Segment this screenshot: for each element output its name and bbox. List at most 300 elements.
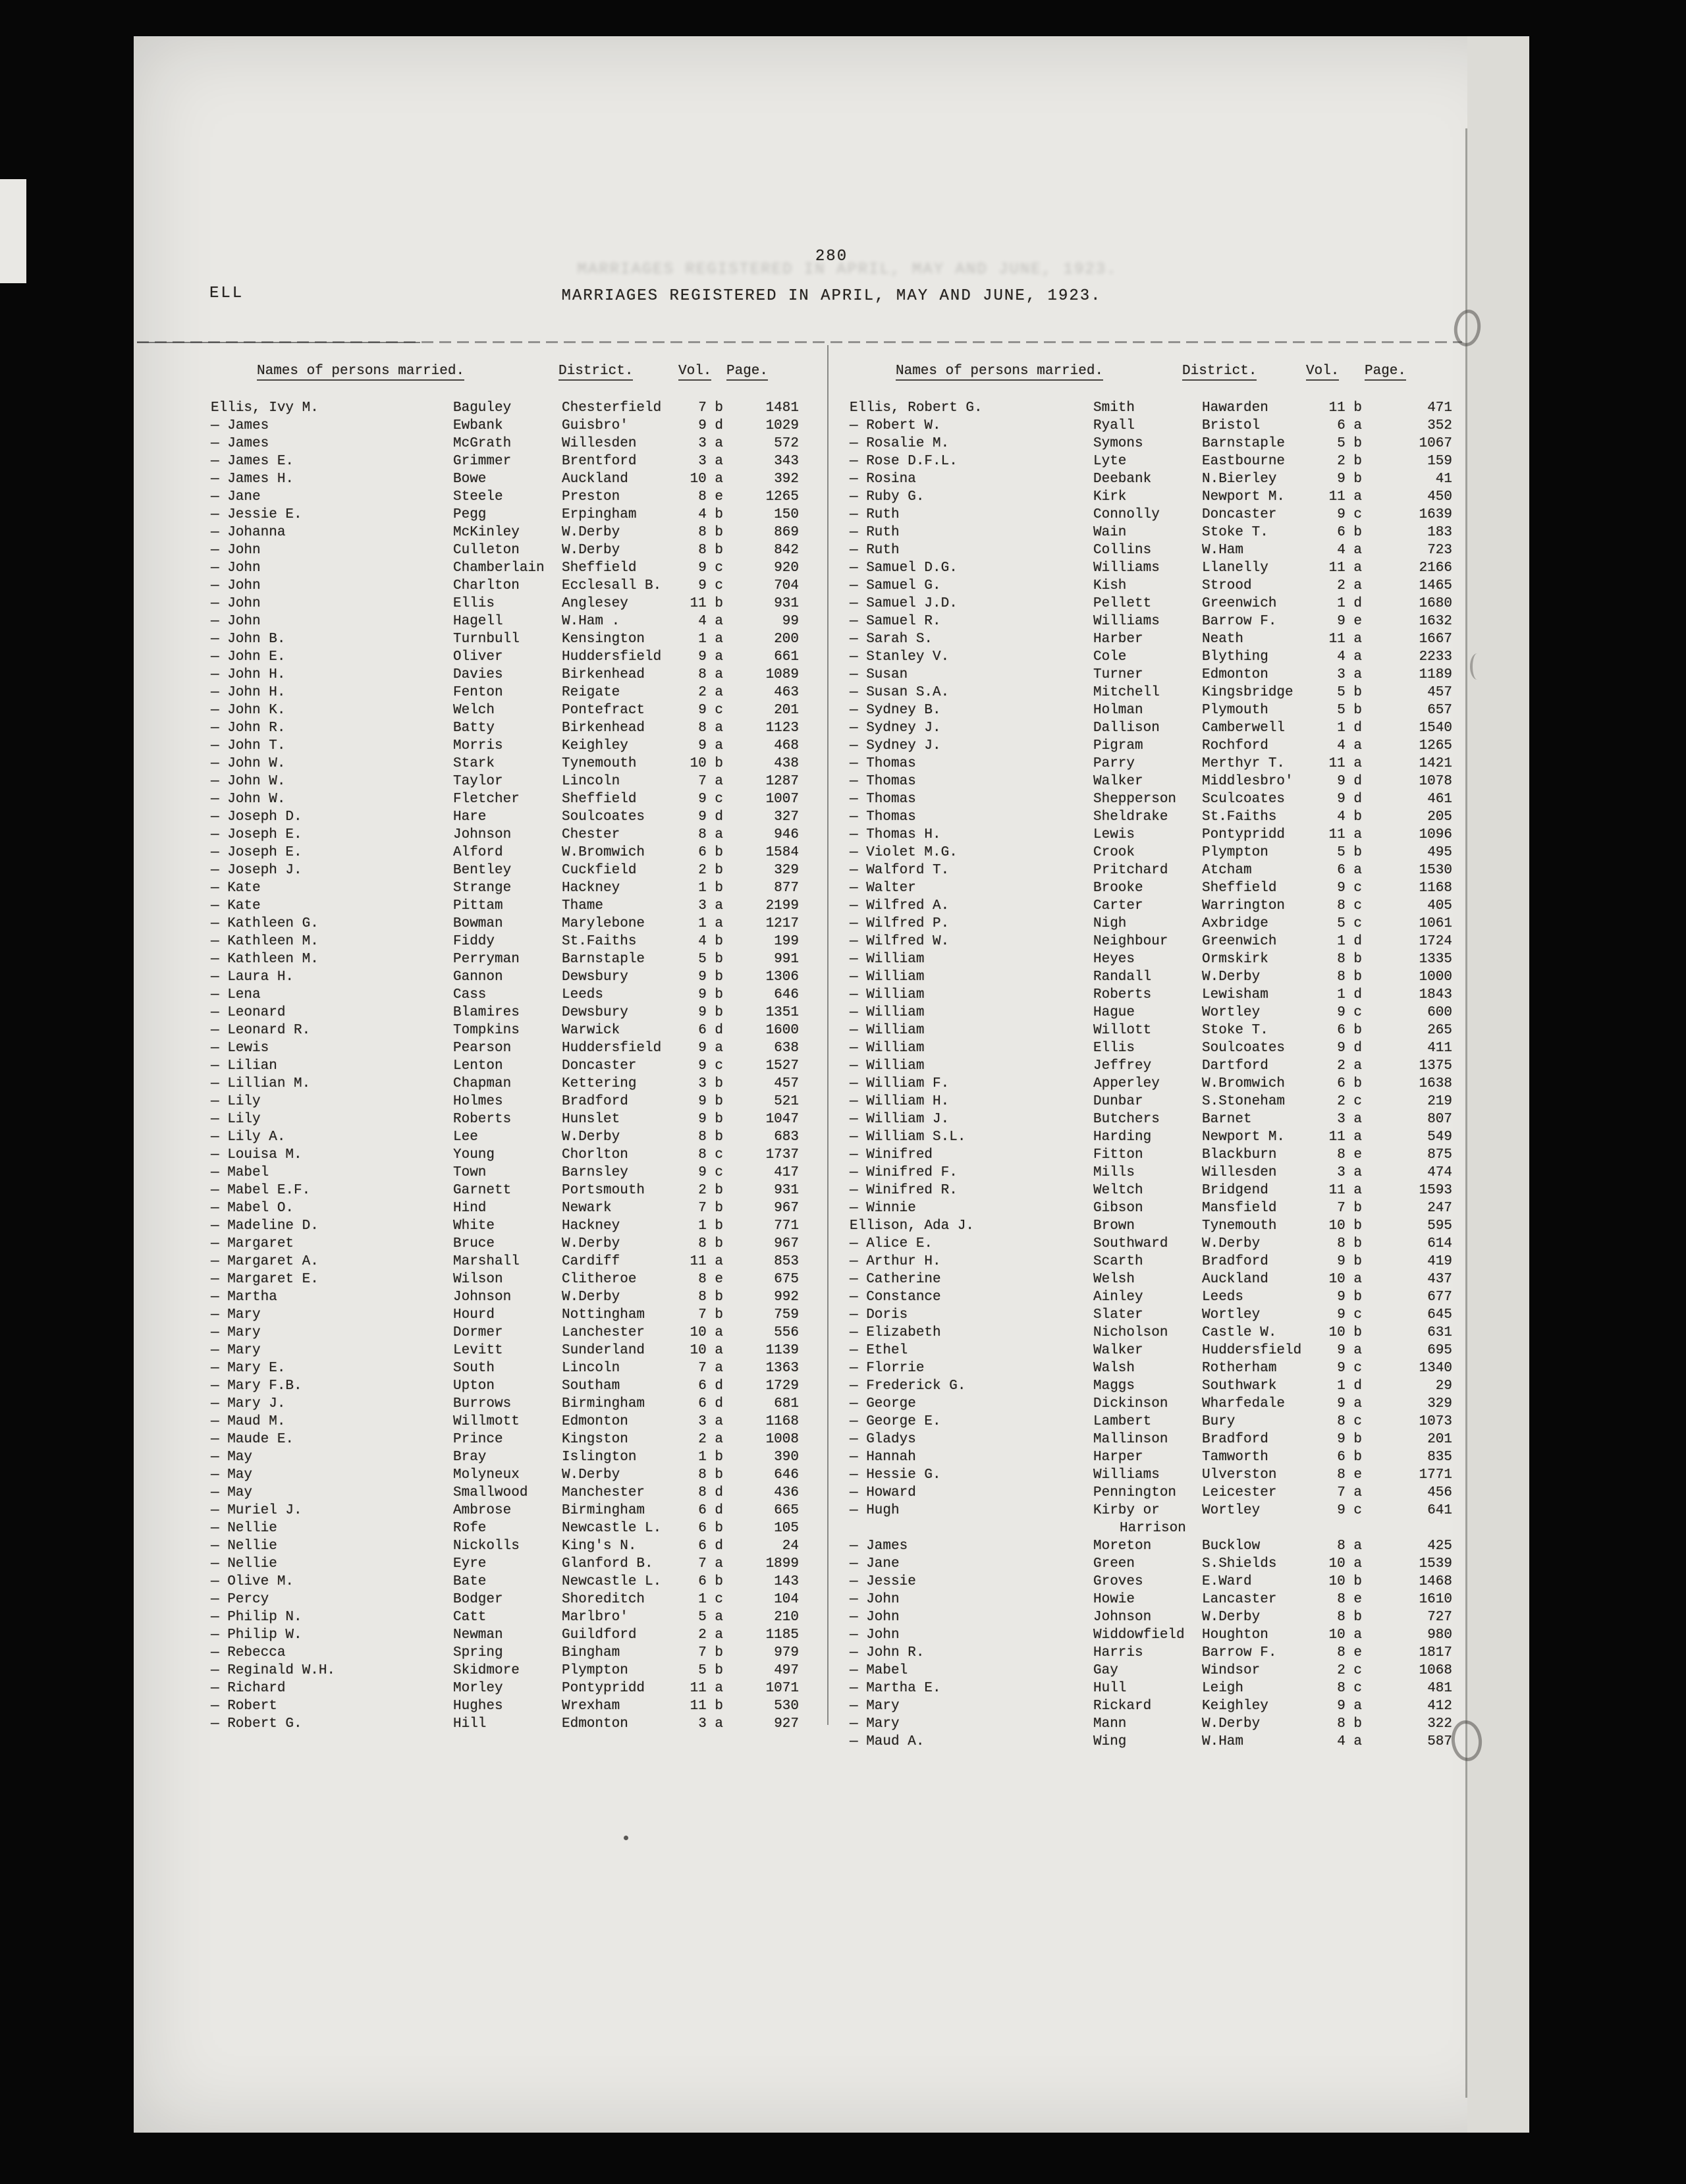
vol-cell: 1 c	[698, 1592, 723, 1607]
vol-cell: 2 a	[1337, 578, 1362, 593]
surname-cell: Molyneux	[453, 1467, 520, 1483]
district-cell: Tynemouth	[1202, 1218, 1277, 1234]
page-cell: 1096	[1419, 827, 1452, 842]
page-cell: 657	[1427, 703, 1452, 718]
vol-cell: 5 a	[698, 1610, 723, 1625]
page-cell: 530	[774, 1699, 799, 1714]
vol-cell: 8 b	[698, 1236, 723, 1251]
name-cell: — Philip N.	[211, 1610, 302, 1625]
surname-cell: Brooke	[1093, 881, 1143, 896]
district-cell: Doncaster	[1202, 507, 1277, 522]
vol-cell: 3 b	[698, 1076, 723, 1091]
surname-cell: Welch	[453, 703, 495, 718]
table-row	[850, 1626, 1452, 1644]
page-cell: 1067	[1419, 436, 1452, 451]
surname-cell: Tompkins	[453, 1023, 520, 1038]
table-row	[211, 541, 799, 559]
vol-cell: 4 a	[1337, 1734, 1362, 1749]
page-cell: 456	[1427, 1485, 1452, 1500]
name-cell: — Margaret	[211, 1236, 294, 1251]
surname-cell: Gannon	[453, 969, 503, 985]
page-cell: 595	[1427, 1218, 1452, 1234]
surname-cell: Skidmore	[453, 1663, 520, 1678]
name-cell: — Madeline D.	[211, 1218, 319, 1234]
table-row	[211, 915, 799, 933]
page-cell: 946	[774, 827, 799, 842]
surname-cell: Mann	[1093, 1716, 1127, 1732]
page-cell: 392	[774, 472, 799, 487]
vol-cell: 4 a	[1337, 738, 1362, 753]
district-cell: Bradford	[1202, 1254, 1268, 1269]
name-cell: — Joseph D.	[211, 809, 302, 825]
surname-cell: White	[453, 1218, 495, 1234]
table-row	[211, 452, 799, 470]
page-cell: 920	[774, 560, 799, 576]
table-row	[850, 1306, 1452, 1324]
vol-cell: 9 b	[1337, 1432, 1362, 1447]
name-cell: — Thomas H.	[850, 827, 941, 842]
surname-cell: Catt	[453, 1610, 487, 1625]
vol-cell: 8 a	[1337, 1539, 1362, 1554]
name-cell: — James E.	[211, 454, 294, 469]
district-cell: Rochford	[1202, 738, 1268, 753]
surname-cell: Spring	[453, 1645, 503, 1660]
table-row	[211, 861, 799, 879]
page-cell: 495	[1427, 845, 1452, 860]
surname-cell: Pigram	[1093, 738, 1143, 753]
surname-cell: Pritchard	[1093, 863, 1168, 878]
page-cell: 322	[1427, 1716, 1452, 1732]
page-cell: 438	[774, 756, 799, 771]
name-cell: — Laura H.	[211, 969, 294, 985]
page-cell: 1817	[1419, 1645, 1452, 1660]
page-cell: 683	[774, 1130, 799, 1145]
table-row	[850, 1110, 1452, 1128]
surname-cell: Johnson	[1093, 1610, 1152, 1625]
vol-cell: 10 a	[690, 472, 723, 487]
page-cell: 205	[1427, 809, 1452, 825]
name-cell: — John T.	[211, 738, 286, 753]
column-header-names-left: Names of persons married.	[257, 364, 464, 381]
surname-cell: Heyes	[1093, 952, 1135, 967]
surname-cell: Roberts	[1093, 987, 1152, 1002]
page-cell: 1008	[765, 1432, 799, 1447]
name-cell: — Samuel R.	[850, 614, 941, 629]
name-cell: — Leonard	[211, 1005, 286, 1020]
vol-cell: 7 b	[1337, 1201, 1362, 1216]
vol-cell: 3 a	[698, 1716, 723, 1732]
table-row	[211, 1093, 799, 1110]
table-row	[211, 1164, 799, 1182]
table-row	[211, 1270, 799, 1288]
adjacent-page-strip	[1467, 36, 1529, 2133]
table-row	[850, 808, 1452, 826]
table-row	[850, 1573, 1452, 1591]
page-cell: 352	[1427, 418, 1452, 433]
name-cell: — Thomas	[850, 756, 916, 771]
table-row	[211, 1591, 799, 1608]
district-cell: W.Derby	[562, 1290, 620, 1305]
vol-cell: 1 a	[698, 632, 723, 647]
vol-cell: 9 c	[698, 560, 723, 576]
surname-cell: Wilson	[453, 1272, 503, 1287]
page-cell: 877	[774, 881, 799, 896]
district-cell: Bury	[1202, 1414, 1236, 1429]
name-cell: — Hugh	[850, 1503, 900, 1518]
column-header-page-left: Page.	[726, 364, 768, 381]
page-cell: 436	[774, 1485, 799, 1500]
vol-cell: 8 a	[698, 721, 723, 736]
name-cell: — Hessie G.	[850, 1467, 941, 1483]
page-cell: 405	[1427, 898, 1452, 914]
vol-cell: 9 b	[698, 969, 723, 985]
name-cell: — Mary	[211, 1307, 261, 1323]
name-cell: — Gladys	[850, 1432, 916, 1447]
district-cell: W.Derby	[562, 1130, 620, 1145]
district-cell: W.Bromwich	[1202, 1076, 1286, 1091]
page-cell: 556	[774, 1325, 799, 1340]
table-row	[850, 435, 1452, 452]
table-row	[211, 755, 799, 773]
page-cell: 875	[1427, 1147, 1452, 1162]
table-row	[211, 435, 799, 452]
name-cell: — Ethel	[850, 1343, 908, 1358]
table-row	[211, 1004, 799, 1022]
column-header-district-right: District.	[1182, 364, 1257, 381]
district-cell: W.Derby	[1202, 1610, 1261, 1625]
table-row	[850, 1466, 1452, 1484]
surname-cell: Blamires	[453, 1005, 520, 1020]
table-row	[850, 399, 1452, 417]
surname-cell: Harding	[1093, 1130, 1152, 1145]
page-cell: 210	[774, 1610, 799, 1625]
vol-cell: 2 a	[698, 1627, 723, 1643]
surname-cell: Cass	[453, 987, 487, 1002]
vol-cell: 7 b	[698, 400, 723, 416]
vol-cell: 8 b	[1337, 1236, 1362, 1251]
page-cell: 1123	[765, 721, 799, 736]
district-cell: Newcastle L.	[562, 1574, 662, 1589]
name-cell: — May	[211, 1450, 253, 1465]
district-cell: Wortley	[1202, 1503, 1261, 1518]
table-row	[850, 1128, 1452, 1146]
page-cell: 1771	[1419, 1467, 1452, 1483]
surname-cell: Strange	[453, 881, 512, 896]
vol-cell: 6 b	[1337, 1023, 1362, 1038]
table-row	[211, 524, 799, 541]
name-cell: — William	[850, 1005, 925, 1020]
page-cell: 614	[1427, 1236, 1452, 1251]
name-cell: — Winifred	[850, 1147, 933, 1162]
district-cell: Newark	[562, 1201, 612, 1216]
district-cell: W.Derby	[1202, 969, 1261, 985]
page-cell: 1068	[1419, 1663, 1452, 1678]
table-row	[211, 1359, 799, 1377]
table-row	[850, 1395, 1452, 1413]
vol-cell: 9 a	[698, 649, 723, 665]
vol-cell: 8 b	[698, 1290, 723, 1305]
page-cell: 29	[1435, 1379, 1452, 1394]
vol-cell: 4 a	[1337, 543, 1362, 558]
table-row	[850, 684, 1452, 701]
page-cell: 1899	[765, 1556, 799, 1571]
surname-cell: Levitt	[453, 1343, 503, 1358]
table-row	[211, 1626, 799, 1644]
district-cell: W.Bromwich	[562, 845, 645, 860]
name-cell: — May	[211, 1485, 253, 1500]
table-row	[211, 737, 799, 755]
surname-cell: Scarth	[1093, 1254, 1143, 1269]
name-cell: — Stanley V.	[850, 649, 950, 665]
table-row	[211, 630, 799, 648]
vol-cell: 9 d	[698, 418, 723, 433]
table-row	[211, 968, 799, 986]
vol-cell: 11 a	[1328, 489, 1362, 505]
name-cell: — Margaret E.	[211, 1272, 319, 1287]
vol-cell: 9 b	[1337, 1254, 1362, 1269]
district-cell: W.Ham	[1202, 543, 1244, 558]
page-cell: 2166	[1419, 560, 1452, 576]
page-cell: 1139	[765, 1343, 799, 1358]
surname-cell: Bruce	[453, 1236, 495, 1251]
district-cell: Hunslet	[562, 1112, 620, 1127]
district-cell: St.Faiths	[562, 934, 637, 949]
district-cell: Guisbro'	[562, 418, 628, 433]
name-cell: — Kathleen M.	[211, 952, 319, 967]
name-cell: — William J.	[850, 1112, 950, 1127]
table-row	[850, 541, 1452, 559]
page-cell: 1638	[1419, 1076, 1452, 1091]
surname-cell: Dunbar	[1093, 1094, 1143, 1109]
name-cell: — Nellie	[211, 1521, 277, 1536]
district-cell: Reigate	[562, 685, 620, 700]
table-row	[211, 1519, 799, 1537]
page-cell: 979	[774, 1645, 799, 1660]
table-row	[211, 986, 799, 1004]
page-edge-line	[1465, 128, 1467, 2098]
district-cell: Lewisham	[1202, 987, 1268, 1002]
surname-cell: Harper	[1093, 1450, 1143, 1465]
page-cell: 1481	[765, 400, 799, 416]
page-cell: 1071	[765, 1681, 799, 1696]
name-cell: — Violet M.G.	[850, 845, 958, 860]
surname-cell: Dormer	[453, 1325, 503, 1340]
surname-cell: Lyte	[1093, 454, 1127, 469]
surname-cell: Jeffrey	[1093, 1058, 1152, 1074]
vol-cell: 9 b	[698, 1005, 723, 1020]
table-row	[211, 399, 799, 417]
district-cell: Manchester	[562, 1485, 645, 1500]
table-row	[211, 1039, 799, 1057]
table-row	[211, 1573, 799, 1591]
name-cell: — William S.L.	[850, 1130, 966, 1145]
vol-cell: 8 c	[1337, 1681, 1362, 1696]
district-cell: Islington	[562, 1450, 637, 1465]
district-cell: W.Derby	[562, 525, 620, 540]
vol-cell: 4 b	[698, 934, 723, 949]
page-cell: 1061	[1419, 916, 1452, 931]
name-cell: — William H.	[850, 1094, 950, 1109]
table-row	[850, 1679, 1452, 1697]
district-cell: Dartford	[1202, 1058, 1268, 1074]
page-cell: 1185	[765, 1627, 799, 1643]
table-row	[211, 1644, 799, 1662]
vol-cell: 6 b	[1337, 1076, 1362, 1091]
name-cell: — William	[850, 952, 925, 967]
surname-cell: Ambrose	[453, 1503, 512, 1518]
page-cell: 1168	[765, 1414, 799, 1429]
table-row	[850, 1608, 1452, 1626]
table-row	[850, 1484, 1452, 1502]
table-row	[211, 1608, 799, 1626]
page-cell: 661	[774, 649, 799, 665]
page-cell: 572	[774, 436, 799, 451]
surname-cell: Carter	[1093, 898, 1143, 914]
surname-cell: Butchers	[1093, 1112, 1160, 1127]
district-cell: Hawarden	[1202, 400, 1268, 416]
vol-cell: 8 e	[698, 1272, 723, 1287]
name-cell: — James H.	[211, 472, 294, 487]
name-cell: — Lily	[211, 1112, 261, 1127]
surname-cell: Bate	[453, 1574, 487, 1589]
vol-cell: 10 a	[690, 1325, 723, 1340]
surname-cell: Johnson	[453, 827, 512, 842]
surname-cell: Brown	[1093, 1218, 1135, 1234]
surname-cell: Baguley	[453, 400, 512, 416]
surname-cell: Batty	[453, 721, 495, 736]
district-cell: Ecclesall B.	[562, 578, 662, 593]
page-cell: 646	[774, 1467, 799, 1483]
surname-cell: Lambert	[1093, 1414, 1152, 1429]
table-row	[211, 559, 799, 577]
table-row	[211, 1431, 799, 1448]
page-cell: 1375	[1419, 1058, 1452, 1074]
district-cell: Lincoln	[562, 774, 620, 789]
title-ghost-offset-print: MARRIAGES REGISTERED IN APRIL, MAY AND JUNE, 1923.	[577, 261, 1118, 279]
page-cell: 457	[1427, 685, 1452, 700]
table-row	[211, 666, 799, 684]
name-cell: — Wilfred A.	[850, 898, 950, 914]
column-divider-line	[827, 345, 829, 1725]
table-row	[850, 1448, 1452, 1466]
page-cell: 463	[774, 685, 799, 700]
district-cell: Chester	[562, 827, 620, 842]
page-cell: 1724	[1419, 934, 1452, 949]
table-row	[211, 1324, 799, 1342]
page-cell: 201	[1427, 1432, 1452, 1447]
vol-cell: 9 c	[1337, 507, 1362, 522]
district-cell: Willesden	[562, 436, 637, 451]
name-cell: — George E.	[850, 1414, 941, 1429]
surname-cell: Chapman	[453, 1076, 512, 1091]
vol-cell: 8 e	[1337, 1467, 1362, 1483]
name-cell: — Philip W.	[211, 1627, 302, 1643]
page-cell: 869	[774, 525, 799, 540]
vol-cell: 9 d	[1337, 792, 1362, 807]
vol-cell: 1 d	[1337, 1379, 1362, 1394]
page-cell: 183	[1427, 525, 1452, 540]
name-cell: — Sarah S.	[850, 632, 933, 647]
table-row	[211, 1377, 799, 1395]
table-row	[211, 1502, 799, 1519]
name-cell: — John B.	[211, 632, 286, 647]
table-row	[850, 1164, 1452, 1182]
district-cell: Bingham	[562, 1645, 620, 1660]
page-cell: 967	[774, 1201, 799, 1216]
vol-cell: 8 b	[1337, 1610, 1362, 1625]
name-cell: — William	[850, 987, 925, 1002]
vol-cell: 8 b	[698, 1130, 723, 1145]
district-cell: Birkenhead	[562, 721, 645, 736]
name-cell: — Doris	[850, 1307, 908, 1323]
column-header-district-left: District.	[558, 364, 633, 381]
page-cell: 1217	[765, 916, 799, 931]
page-cell: 199	[774, 934, 799, 949]
surname-cell: Holmes	[453, 1094, 503, 1109]
name-cell: — Mary	[850, 1699, 900, 1714]
surname-cell: Lenton	[453, 1058, 503, 1074]
column-header-page-right: Page.	[1365, 364, 1406, 381]
district-cell: Doncaster	[562, 1058, 637, 1074]
surname-cell: Smallwood	[453, 1485, 528, 1500]
table-row	[850, 488, 1452, 506]
surname-cell: Pennington	[1093, 1485, 1177, 1500]
district-cell: Portsmouth	[562, 1183, 645, 1198]
surname-cell: Deebank	[1093, 472, 1152, 487]
vol-cell: 3 a	[1337, 1112, 1362, 1127]
district-cell: Hackney	[562, 1218, 620, 1234]
name-cell: — Percy	[211, 1592, 269, 1607]
page-cell: 600	[1427, 1005, 1452, 1020]
name-cell: — Rosalie M.	[850, 436, 950, 451]
surname-cell: Shepperson	[1093, 792, 1177, 807]
vol-cell: 6 d	[698, 1396, 723, 1411]
district-cell: Greenwich	[1202, 934, 1277, 949]
name-cell: — John W.	[211, 774, 286, 789]
table-row	[850, 755, 1452, 773]
name-cell: — Robert W.	[850, 418, 941, 433]
district-cell: Soulcoates	[562, 809, 645, 825]
district-cell: Neath	[1202, 632, 1244, 647]
district-cell: Merthyr T.	[1202, 756, 1286, 771]
name-cell: — Mabel E.F.	[211, 1183, 311, 1198]
district-cell: Barnstaple	[1202, 436, 1286, 451]
name-cell: — Sydney J.	[850, 738, 941, 753]
name-cell: — Mary	[211, 1325, 261, 1340]
district-cell: Kensington	[562, 632, 645, 647]
name-cell: Ellis, Robert G.	[850, 400, 983, 416]
name-cell: — John	[850, 1610, 900, 1625]
name-cell: — Muriel J.	[211, 1503, 302, 1518]
name-cell: — Jessie E.	[211, 507, 302, 522]
surname-cell: Harrison	[1120, 1521, 1186, 1536]
column-header-vol-left: Vol.	[678, 364, 711, 381]
page-cell: 329	[1427, 1396, 1452, 1411]
name-cell: — Kate	[211, 881, 261, 896]
surname-cell: Fletcher	[453, 792, 520, 807]
table-row	[211, 1697, 799, 1715]
surname-cell: Chamberlain	[453, 560, 545, 576]
vol-cell: 9 c	[698, 1058, 723, 1074]
surname-cell: Walker	[1093, 774, 1143, 789]
name-cell	[850, 1519, 1093, 1537]
surname-cell: Willott	[1093, 1023, 1152, 1038]
surname-cell: Culleton	[453, 543, 520, 558]
vol-cell: 10 b	[1328, 1574, 1362, 1589]
table-row	[850, 861, 1452, 879]
surname-cell: Pellett	[1093, 596, 1152, 611]
name-cell: — Lena	[211, 987, 261, 1002]
